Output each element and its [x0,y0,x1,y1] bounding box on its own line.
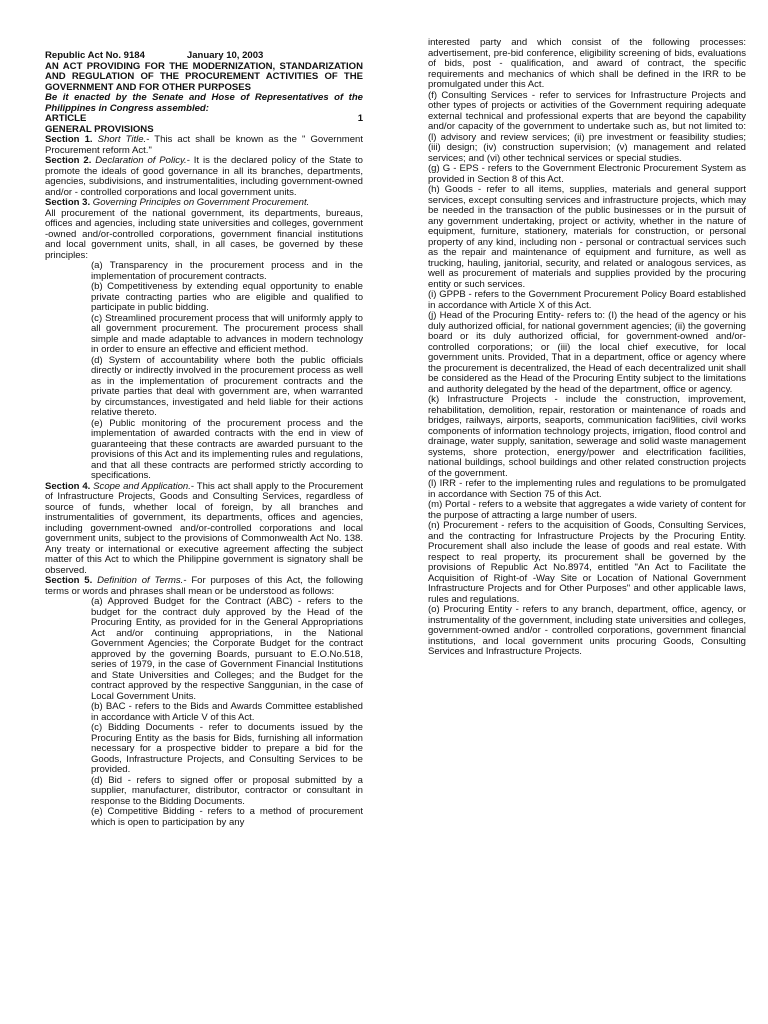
act-title: AN ACT PROVIDING FOR THE MODERNIZATION, STANDARIZATION AND REGULATION OF THE PROCUREMENT ACTIVITIES OF THE GOVERNMENT AND FOR OTHER PURPOSES [45,60,363,93]
definition-item: (j) Head of the Procuring Entity- refers to: (I) the head of the agency or his duly authorized official, for national government agencies; (ii) the governing board or its duly authorized official, for government-owned and/or-controlled corporations; or (iii) the local chief executive, for local government units. Provided, That in a department, office or agency where the procurement is decentralized, the Head of each decentralized unit shall be considered as the Head of the Procuring Entity subject to the limitations and authority delegated by the head of the department, office or agency. [428,310,746,395]
left-column [45,51,363,828]
section-2-title: Declaration of Policy. [95,155,187,166]
article-number: 1 [357,113,363,124]
section-1-title: Short Title. [97,134,147,145]
section-1-text: - This act shall be known as the " Government Procurement reform Act." [45,134,363,156]
section-2-label: Section 2. [45,155,92,166]
two-column-body [45,38,746,828]
enacting-clause: Be it enacted by the Senate and Hose of Representatives of the Philippines in Congress assembled: [45,92,363,114]
section-2 [45,156,363,198]
principle-item: (e) Public monitoring of the procurement process and the implementation of awarded contracts with the end in view of guaranteeing that these contracts are awarded pursuant to the provisions of this Act and its implementing rules and regulations, and that all these contracts are performed strictly according to specifications. [91,417,363,481]
section-3-heading [45,198,363,209]
section-2-text: - It is the declared policy of the State to promote the ideals of good governance in all its branches, departments, agencies, subdivisions, and instrumentalities, including government-owned and/or - controlled corporations and local government units. [45,155,363,198]
right-column [428,38,746,828]
principle-item: (a) Transparency in the procurement process and in the implementation of procurement contracts. [91,260,363,282]
definition-item: (f) Consulting Services - refer to services for Infrastructure Projects and other types of projects or activities of the Government requiring adequate external technical and professional experts that are beyond the capability and/or capacity of the government to undertake such as, but not limited to: (l) advisory and review services; (ii) pre investment or feasibility studies; (iii) design; (iv) construction supervision; (v) management and related services; and (vi) other technical services or special studies. [428,89,746,164]
definition-item: (m) Portal - refers to a website that aggregates a wide variety of content for the purpose of attracting a large number of users. [428,499,746,521]
section-4-title: Scope and Application. [93,480,191,492]
section-3-title: Governing Principles on Government Procurement. [92,197,310,208]
section-5-title: Definition of Terms. [97,575,184,586]
section-4-text: - This act shall apply to the Procurement of Infrastructure Projects, Goods and Consulting Services, regardless of source of funds, whether local of foreign, by all branches and instrumentalities of government, its departments, offices and agencies, including government-owned and/or-controlled corporations and local government units, subject to the provisions of Commonwealth Act No. 138. Any treaty or international or executive agreement affecting the subject matter of this Act to which the Philippine government is signatory shall be observed. [45,480,363,576]
article-title: GENERAL PROVISIONS [45,123,154,135]
definition-item: (c) Bidding Documents - refer to documents issued by the Procuring Entity as the basis for Bids, furnishing all information necessary for a prospective bidder to prepare a bid for the Goods, Infrastructure Projects, and Consulting Services to be provided. [91,722,363,775]
section-3-label: Section 3. [45,197,91,208]
definition-item: (l) IRR - refer to the implementing rules and regulations to be promulgated in accordance with Section 75 of this Act. [428,478,746,500]
definition-item: (g) G - EPS - refers to the Government Electronic Procurement System as provided in Section 8 of this Act. [428,163,746,185]
principle-item: (b) Competitiveness by extending equal opportunity to enable private contracting parties who are eligible and qualified to participate in public bidding. [91,281,363,313]
section-1 [45,135,363,156]
section-5 [45,576,363,597]
section-1-label: Section 1. [45,134,93,145]
principle-item: (d) System of accountability where both the public officials directly or indirectly involved in the procurement process as well as in the implementation of procurement contracts and the private parties that deal with government are, when warranted by circumstances, investigated and held liable for their actions relative thereto. [91,354,363,418]
section-4-label: Section 4. [45,480,91,492]
definition-item: (i) GPPB - refers to the Government Procurement Policy Board established in accordance with Article X of this Act. [428,289,746,311]
article-heading [45,114,363,125]
section-5-text: - For purposes of this Act, the following terms or words and phrases shall mean or be understood as follows: [45,575,363,597]
section-4 [45,482,363,577]
definition-item: interested party and which consist of the following processes: advertisement, pre-bid conference, eligibility screening of bids, evaluations of bids, post - qualification, and award of contract, the specific requirements and mechanics of which shall be defined in the IRR to be promulgated under this Act. [428,37,746,90]
principle-item: (c) Streamlined procurement process that will uniformly apply to all government procurement. The procurement process shall simple and made adaptable to advances in modern technology in order to ensure an effective and efficient method. [91,312,363,355]
definition-item: (o) Procuring Entity - refers to any branch, department, office, agency, or instrumentality of the government, including state universities and colleges, government-owned and/or - controlled corporations, government financial institutions, and local government units procuring Goods, Consulting Services and Infrastructure Projects. [428,604,746,657]
definition-item: (k) Infrastructure Projects - include the construction, improvement, rehabilitation, demolition, repair, restoration or maintenance of roads and bridges, railways, airports, seaports, communication faci9lities, civil works components of information technology projects, irrigation, flood control and drainage, water supply, sanitation, sewerage and solid waste management systems, shore protection, energy/power and electrification facilities, national buildings, school buildings and other related construction projects of the government. [428,394,746,479]
definition-item: (b) BAC - refers to the Bids and Awards Committee established in accordance with Article V of this Act. [91,701,363,723]
definition-item: (d) Bid - refers to signed offer or proposal submitted by a supplier, manufacturer, distributor, contractor or consultant in response to the Bidding Documents. [91,774,363,807]
article-label: ARTICLE [45,113,87,124]
definition-item: (h) Goods - refer to all items, supplies, materials and general support services, except consulting services and infrastructure projects, which may be needed in the transaction of the public businesses or in the pursuit of any government undertaking, project or activity, whether in the nature of equipment, furniture, stationery, materials for construction, or personal property of any kind, including non - personal or contractual services such as the repair and maintenance of equipment and furniture, as well as trucking, hauling, janitorial, security, and related or analogous services, as well as procurement of materials and supplies provided by the procuring entity or such services. [428,184,746,290]
definition-item: (n) Procurement - refers to the acquisition of Goods, Consulting Services, and the contracting for Infrastructure Projects by the Procuring Entity. Procurement shall also include the lease of goods and real estate. With respect to real property, its procurement shall be governed by the provisions of Republic Act No.8974, entitled "An Act to Facilitate the Acquisition of Right-of -Way Site or Location of National Government Infrastructure Projects and for Other Purposes" and other applicable laws, rules and regulations. [428,520,746,605]
section-5-label: Section 5. [45,575,93,586]
definition-item: (e) Competitive Bidding - refers to a method of procurement which is open to participation by any [91,806,363,828]
act-number: Republic Act No. 9184 [45,50,145,61]
act-header-line [45,51,363,62]
definition-item: (a) Approved Budget for the Contract (ABC) - refers to the budget for the contract duly approved by the Head of the Procuring Entity, as provided for in the General Appropriations Act and/or continuing appropriations, in the National Government Agencies; the Corporate Budget for the contract approved by the governing Boards, pursuant to E.O.No.518, series of 1979, in the case of Government Financial Institutions and State Universities and Colleges; and the Budget for the contract approved by the respective Sanggunian, in the case of Local Government Units. [91,596,363,702]
act-date: January 10, 2003 [186,50,264,61]
section-3-text: All procurement of the national government, its departments, bureaus, offices and agencies, including state universities and colleges, government -owned and/or-controlled corporations, government financial institutions and local government units, shall, in all cases, be governed by these principles: [45,207,363,261]
